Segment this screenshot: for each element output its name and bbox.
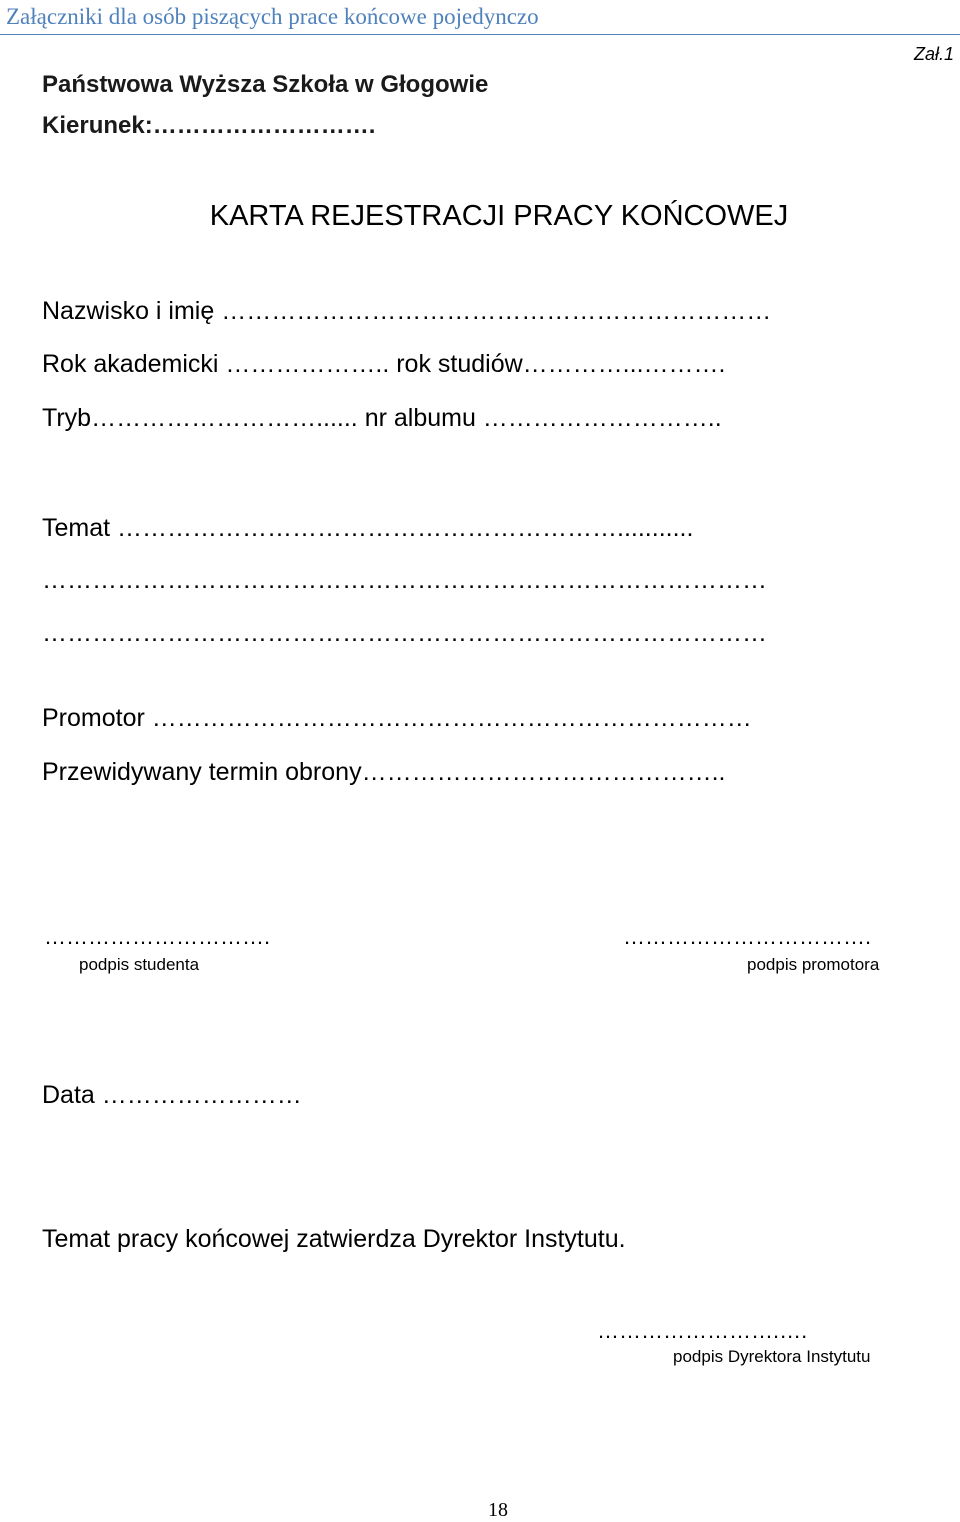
topic-continuation-line: …………………………………………………………………………… (42, 566, 767, 594)
student-signature-dots: …………………………. (44, 924, 271, 949)
director-signature-dots: …………………….…. (597, 1318, 808, 1343)
header-title: Załączniki dla osób piszących prace końcowe pojedynczo (6, 4, 539, 29)
supervisor-signature-dots: ……………………………. (623, 924, 872, 949)
supervisor-signature-label: podpis promotora (747, 955, 880, 974)
director-signature-label: podpis Dyrektora Instytutu (673, 1347, 871, 1366)
approval-statement: Temat pracy końcowej zatwierdza Dyrektor Instytutu. (42, 1225, 626, 1253)
topic-continuation-line: …………………………………………………………………………… (42, 619, 767, 647)
school-name: Państwowa Wyższa Szkoła w Głogowie (42, 71, 489, 98)
mode-line: Tryb………………………...... nr albumu ……………………….. (42, 404, 722, 432)
name-line: Nazwisko i imię ………………………………………………………… (42, 297, 772, 325)
date-line: Data …………………… (42, 1081, 302, 1109)
supervisor-line: Promotor ……………………………………………………………… (42, 704, 752, 732)
page-number: 18 (488, 1499, 508, 1521)
academic-year-line: Rok akademicki ……………….. rok studiów…………...………. (42, 350, 726, 378)
defense-date-line: Przewidywany termin obrony…………………………………….. (42, 758, 726, 786)
topic-line: Temat ……………………………………………………........... (42, 514, 694, 542)
field-of-study-line: Kierunek:………………………. (42, 112, 376, 139)
attachment-label: Zał.1 (913, 44, 954, 64)
form-title: KARTA REJESTRACJI PRACY KOŃCOWEJ (209, 200, 789, 232)
student-signature-label: podpis studenta (79, 955, 200, 974)
header-divider (0, 34, 960, 35)
